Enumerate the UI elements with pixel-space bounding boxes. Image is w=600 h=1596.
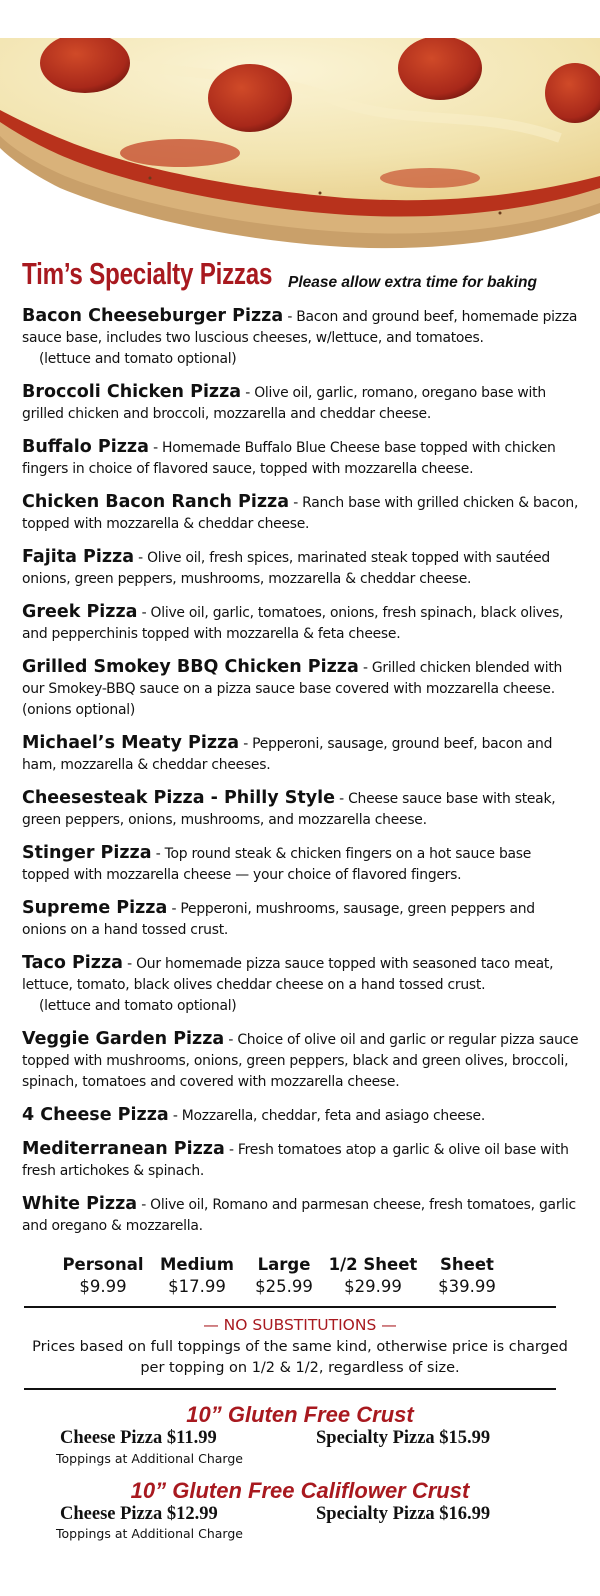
size-price: $17.99 <box>168 1277 226 1296</box>
menu-item <box>22 657 582 721</box>
menu-item-desc: - Choice of olive oil and garlic or regular pizza sauce topped with mushrooms, onions, green peppers, black and green olives, broccoli, spinach, tomatoes and covered with mozzarella cheese. <box>22 1032 579 1090</box>
menu-item-desc: - Olive oil, fresh spices, marinated steak topped with sautéed onions, green peppers, mushrooms, mozzarella & cheddar cheese. <box>22 550 550 587</box>
menu-item <box>22 382 582 425</box>
menu-title: Tim’s Specialty Pizzas <box>22 256 273 291</box>
menu-item <box>22 1029 582 1093</box>
menu-item <box>22 437 582 480</box>
menu-item-name: Stinger Pizza <box>22 843 152 863</box>
gf-toppings-note: Toppings at Additional Charge <box>56 1526 243 1541</box>
menu-item-desc: - Olive oil, Romano and parmesan cheese, fresh tomatoes, garlic and oregano & mozzarella. <box>22 1197 576 1234</box>
price-column-sheet <box>412 1254 522 1298</box>
menu-item-extra: (lettuce and tomato optional) <box>39 998 237 1014</box>
menu-item <box>22 1139 582 1182</box>
menu-item-name: Bacon Cheeseburger Pizza <box>22 306 284 326</box>
menu-item-name: Mediterranean Pizza <box>22 1139 225 1159</box>
menu-item-desc: - Cheese sauce base with steak, green peppers, onions, mushrooms, and mozzarella cheese. <box>22 791 556 828</box>
menu-item <box>22 492 582 535</box>
menu-item <box>22 1194 582 1237</box>
menu-item-name: 4 Cheese Pizza <box>22 1105 169 1125</box>
divider <box>24 1306 556 1308</box>
size-price: $39.99 <box>438 1277 496 1296</box>
size-label: 1/2 Sheet <box>328 1255 418 1274</box>
menu-item-desc: - Olive oil, garlic, tomatoes, onions, fresh spinach, black olives, and pepperchinis topped with mozzarella & feta cheese. <box>22 605 564 642</box>
menu-item-name: Fajita Pizza <box>22 547 135 567</box>
menu-item-desc: - Mozzarella, cheddar, feta and asiago cheese. <box>168 1108 486 1124</box>
price-note: Prices based on full toppings of the same kind, otherwise price is charged per topping on 1/2 & 1/2, regardless of size. <box>32 1339 568 1376</box>
menu-item <box>22 898 582 941</box>
gf-specialty-price: Specialty Pizza $16.99 <box>316 1504 491 1524</box>
size-label: Large <box>257 1255 311 1274</box>
menu-item-desc: - Top round steak & chicken fingers on a hot sauce base topped with mozzarella cheese — your choice of flavored fingers. <box>22 846 532 883</box>
menu-item-desc: - Grilled chicken blended with our Smokey-BBQ sauce on a pizza sauce base covered with mozzarella cheese. (onions optional) <box>22 660 563 718</box>
menu-item <box>22 306 582 370</box>
menu-item-name: Broccoli Chicken Pizza <box>22 382 242 402</box>
gluten-free-title: 10” Gluten Free Crust <box>186 1402 414 1427</box>
gf-cheese-price: Cheese Pizza $12.99 <box>60 1504 218 1524</box>
menu-item-name: Veggie Garden Pizza <box>22 1029 225 1049</box>
gf-toppings-note: Toppings at Additional Charge <box>56 1451 243 1466</box>
menu-item-name: Michael’s Meaty Pizza <box>22 733 240 753</box>
size-label: Medium <box>159 1255 235 1274</box>
menu-item-name: Grilled Smokey BBQ Chicken Pizza <box>22 657 359 677</box>
menu-item <box>22 602 582 645</box>
menu-item-desc: - Pepperoni, mushrooms, sausage, green peppers and onions on a hand tossed crust. <box>22 901 535 938</box>
size-label: Personal <box>62 1255 144 1274</box>
menu-item-desc: - Homemade Buffalo Blue Cheese base topped with chicken fingers in choice of flavored sauce, topped with mozzarella cheese. <box>22 440 556 477</box>
menu-item-name: White Pizza <box>22 1194 138 1214</box>
menu-item <box>22 953 582 1017</box>
menu-item <box>22 1105 582 1127</box>
menu-item <box>22 843 582 886</box>
size-label: Sheet <box>440 1255 494 1274</box>
no-substitutions: — NO SUBSTITUTIONS — <box>203 1316 397 1334</box>
menu-item-desc: - Pepperoni, sausage, ground beef, bacon and ham, mozzarella & cheddar cheeses. <box>22 736 553 773</box>
menu-item-name: Taco Pizza <box>22 953 123 973</box>
pizza-menu-list <box>22 306 582 1249</box>
divider <box>24 1388 556 1390</box>
size-price: $29.99 <box>344 1277 402 1296</box>
menu-item-desc: - Bacon and ground beef, homemade pizza sauce base, includes two luscious cheeses, w/lettuce, and tomatoes. <box>22 309 578 346</box>
menu-item-name: Cheesesteak Pizza - Philly Style <box>22 788 335 808</box>
menu-item <box>22 733 582 776</box>
menu-item-name: Greek Pizza <box>22 602 138 622</box>
menu-item-extra: (lettuce and tomato optional) <box>39 351 237 367</box>
menu-item-name: Buffalo Pizza <box>22 437 149 457</box>
pizza-photo <box>0 38 600 253</box>
menu-item-desc: - Our homemade pizza sauce topped with seasoned taco meat, lettuce, tomato, black olives cheddar cheese on a hand tossed crust. <box>22 956 554 993</box>
menu-item-desc: - Ranch base with grilled chicken & bacon, topped with mozzarella & cheddar cheese. <box>22 495 579 532</box>
menu-item <box>22 788 582 831</box>
gf-specialty-price: Specialty Pizza $15.99 <box>316 1428 491 1448</box>
gf-cheese-price: Cheese Pizza $11.99 <box>60 1428 217 1448</box>
menu-item-name: Supreme Pizza <box>22 898 168 918</box>
baking-note: Please allow extra time for baking <box>288 274 537 291</box>
cauliflower-crust-title: 10” Gluten Free Califlower Crust <box>130 1478 470 1503</box>
menu-item-desc: - Olive oil, garlic, romano, oregano base with grilled chicken and broccoli, mozzarella and cheddar cheese. <box>22 385 546 422</box>
menu-item-name: Chicken Bacon Ranch Pizza <box>22 492 290 512</box>
size-price: $25.99 <box>255 1277 313 1296</box>
menu-item <box>22 547 582 590</box>
menu-item-desc: - Fresh tomatoes atop a garlic & olive oil base with fresh artichokes & spinach. <box>22 1142 569 1179</box>
size-price: $9.99 <box>79 1277 127 1296</box>
